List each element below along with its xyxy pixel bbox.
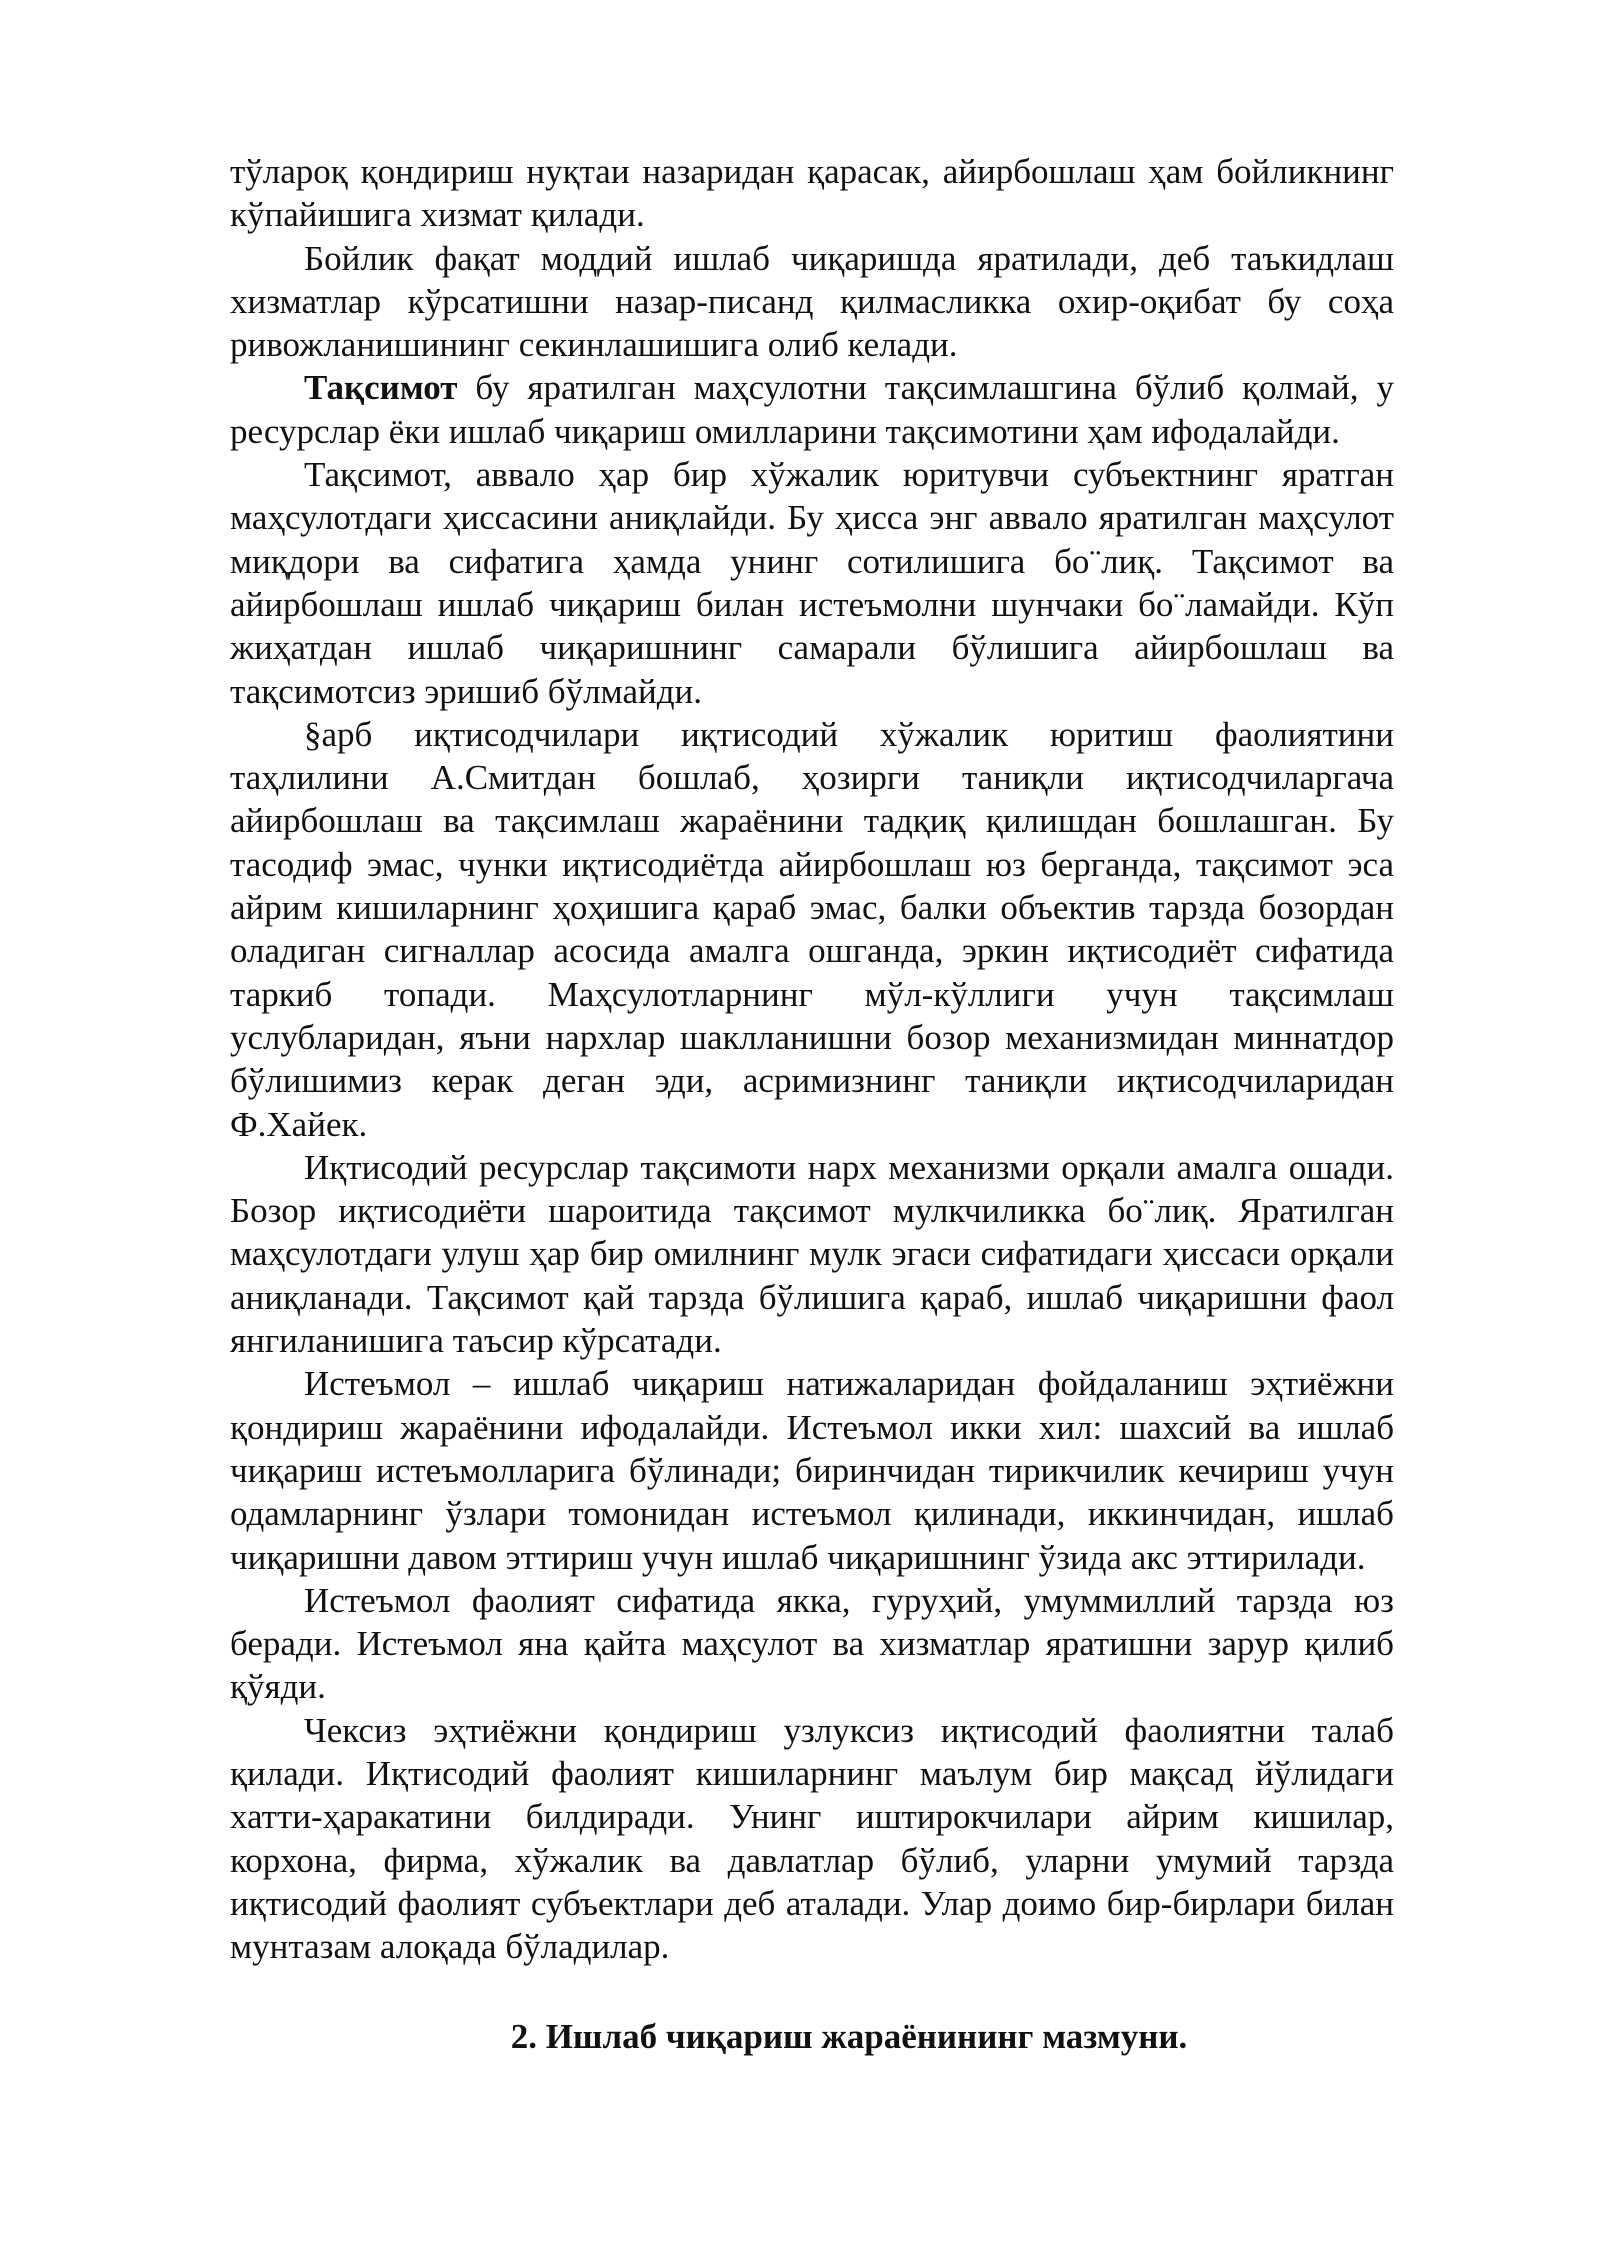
paragraph-distribution-definition: [230, 366, 1394, 453]
paragraph-distribution-definition-text: бу яратилган маҳсулотни тақсимлашгина бўлиб қолмай, у ресурслар ёки ишлаб чиқариш омилларини тақсимотини ҳам ифодалайди.: [230, 368, 1394, 451]
paragraph-consumption-activity: Истеъмол фаолият сифатида якка, гуруҳий, умуммиллий тарзда юз беради. Истеъмол яна қайта маҳсулот ва хизматлар яратишни зарур қилиб қўяди.: [230, 1580, 1394, 1707]
paragraph-wealth: Бойлик фақат моддий ишлаб чиқаришда яратилади, деб таъкидлаш хизматлар кўрсатишни назар-писанд қилмасликка охир-оқибат бу соҳа ривожланишининг секинлашишига олиб келади.: [230, 238, 1394, 365]
paragraph-distribution-share: Тақсимот, аввало ҳар бир хўжалик юритувчи субъектнинг яратган маҳсулотдаги ҳиссасини аниқлайди. Бу ҳисса энг аввало яратилган маҳсулот миқдори ва сифатига ҳамда унинг сотилишига бо¨лиқ. Тақсимот ва айирбошлаш ишлаб чиқариш билан истеъмолни шунчаки бо¨ламайди. Кўп жиҳатдан ишлаб чиқаришнинг самарали бўлишига айирбошлаш ва тақсимотсиз эришиб бўлмайди.: [230, 455, 1394, 711]
paragraph-consumption: Истеъмол – ишлаб чиқариш натижаларидан фойдаланиш эҳтиёжни қондириш жараёнини ифодалайди. Истеъмол икки хил: шахсий ва ишлаб чиқариш истеъмолларига бўлинади; биринчидан тирикчилик кечириш учун одамларнинг ўзлари томонидан истеъмол қилинади, иккинчидан, ишлаб чиқаришни давом эттириш учун ишлаб чиқаришнинг ўзида акс эттирилади.: [230, 1364, 1394, 1577]
paragraph-resource-distribution: Иқтисодий ресурслар тақсимоти нарх механизми орқали амалга ошади. Бозор иқтисодиёти шароитида тақсимот мулкчиликка бо¨лиқ. Яратилган маҳсулотдаги улуш ҳар бир омилнинг мулк эгаси сифатидаги ҳиссаси орқали аниқланади. Тақсимот қай тарзда бўлишига қараб, ишлаб чиқаришни фаол янгиланишига таъсир кўрсатади.: [230, 1147, 1394, 1361]
paragraph-economic-activity: Чексиз эҳтиёжни қондириш узлуксиз иқтисодий фаолиятни талаб қилади. Иқтисодий фаолият кишиларнинг маълум бир мақсад йўлидаги хатти-ҳаракатини билдиради. Унинг иштирокчилари айрим кишилар, корхона, фирма, хўжалик ва давлатлар бўлиб, уларни умумий тарзда иқтисодий фаолият субъектлари деб аталади. Улар доимо бир-бирлари билан мунтазам алоқада бўладилар.: [230, 1710, 1394, 1967]
section-heading: 2. Ишлаб чиқариш жараёнининг мазмуни.: [510, 2017, 1188, 2057]
paragraph-western-economists: §арб иқтисодчилари иқтисодий хўжалик юритиш фаолиятини таҳлилини А.Смитдан бошлаб, ҳозирги таниқли иқтисодчиларгача айирбошлаш ва тақсимлаш жараёнини тадқиқ қилишдан бошлашган. Бу тасодиф эмас, чунки иқтисодиётда айирбошлаш юз берганда, тақсимот эса айрим кишиларнинг ҳоҳишига қараб эмас, балки объектив тарзда бозордан оладиган сигналлар асосида амалга ошганда, эркин иқтисодиёт сифатида таркиб топади. Маҳсулотларнинг мўл-кўллиги учун тақсимлаш услубларидан, яъни нархлар шаклланишни бозор механизмидан миннатдор бўлишимиз керак деган эди, асримизнинг таниқли иқтисодчиларидан Ф.Хайек.: [230, 714, 1394, 1144]
term-distribution: Тақсимот: [304, 368, 458, 408]
paragraph-continuation: тўлароқ қондириш нуқтаи назаридан қарасак, айирбошлаш ҳам бойликнинг кўпайишига хизмат қилади.: [230, 152, 1394, 235]
document-page: [230, 150, 1394, 2059]
